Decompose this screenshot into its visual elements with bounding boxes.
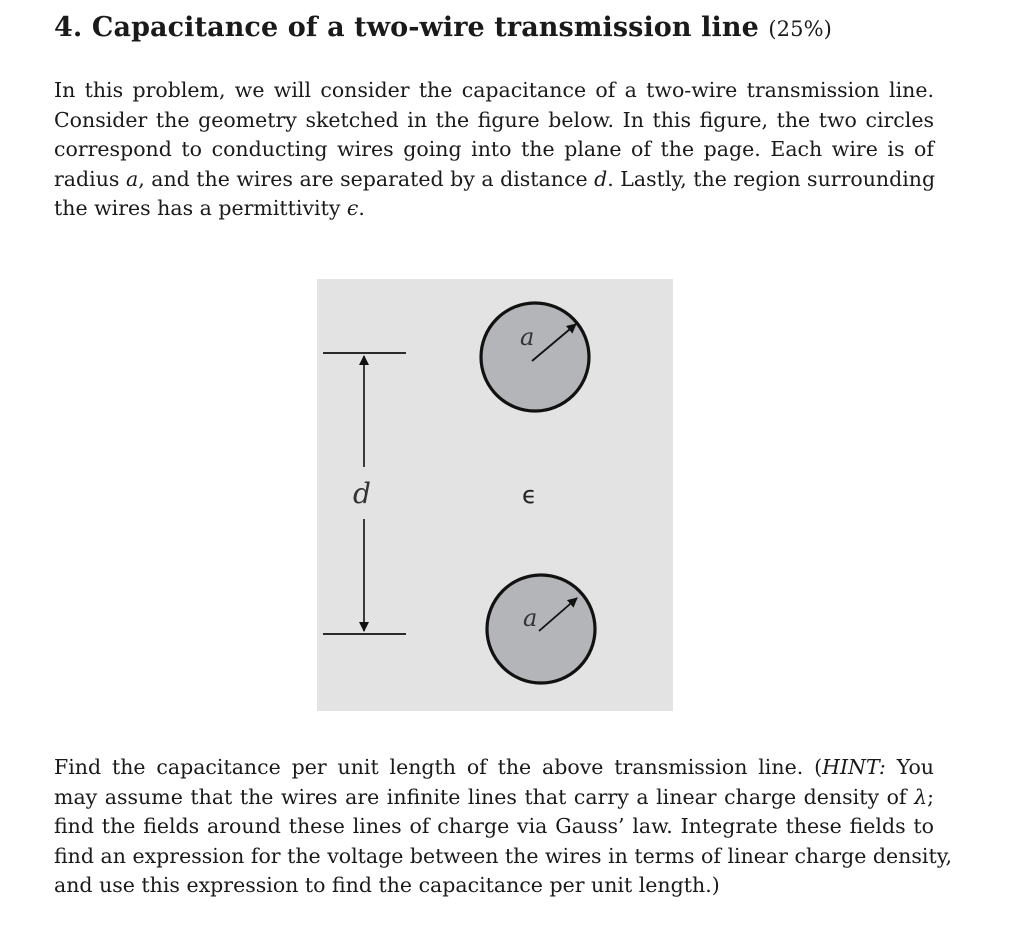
question-line-3: find the fields around these lines of charge via Gauss’ law. Integrate these fields to	[54, 814, 934, 838]
question-line-2-text-b: ;	[927, 784, 934, 809]
intro-line-4	[54, 165, 934, 195]
question-line-2-text-a: may assume that the wires are infinite lines that carry a linear charge density of	[54, 784, 915, 809]
transmission-line-figure	[317, 279, 673, 711]
question-line-1	[54, 753, 934, 783]
separation-symbol: d	[594, 166, 608, 191]
problem-heading	[54, 12, 832, 43]
permittivity-label: ϵ	[522, 481, 537, 509]
intro-line-3: correspond to conducting wires going into the plane of the page. Each wire is of	[54, 137, 934, 161]
radius-symbol: a	[125, 166, 139, 191]
intro-line-4-text-a: radius	[54, 166, 126, 191]
question-line-1-text-b: You	[885, 755, 934, 779]
question-paragraph	[54, 753, 953, 901]
question-line-2	[54, 783, 934, 813]
intro-line-5	[54, 194, 934, 224]
question-line-1-text-a: Find the capacitance per unit length of the above transmission line. (	[54, 755, 823, 779]
top-wire-circle	[481, 303, 589, 411]
problem-title: 4. Capacitance of a two-wire transmission line	[54, 12, 759, 43]
intro-line-4-text-b: , and the wires are separated by a distance	[138, 166, 595, 191]
intro-line-2: Consider the geometry sketched in the figure below. In this figure, the two circles	[54, 107, 934, 132]
intro-line-4-text-c: . Lastly, the region surrounding	[607, 166, 936, 191]
intro-line-5-text-b: .	[358, 196, 365, 220]
top-radius-label: a	[520, 323, 535, 351]
question-line-5: and use this expression to find the capacitance per unit length.)	[54, 873, 720, 897]
intro-paragraph	[54, 76, 934, 224]
hint-label: HINT:	[822, 755, 886, 779]
lambda-symbol: λ	[914, 784, 928, 809]
figure-diagram	[317, 279, 673, 711]
bottom-radius-label: a	[523, 604, 538, 632]
intro-line-5-text-a: the wires has a permittivity	[54, 196, 347, 220]
problem-weight: (25%)	[768, 17, 832, 41]
separation-label: d	[353, 477, 371, 510]
intro-line-1: In this problem, we will consider the capacitance of a two-wire transmission line.	[54, 78, 934, 102]
permittivity-symbol: ϵ	[346, 196, 359, 220]
question-line-4: find an expression for the voltage between the wires in terms of linear charge density,	[54, 843, 953, 868]
